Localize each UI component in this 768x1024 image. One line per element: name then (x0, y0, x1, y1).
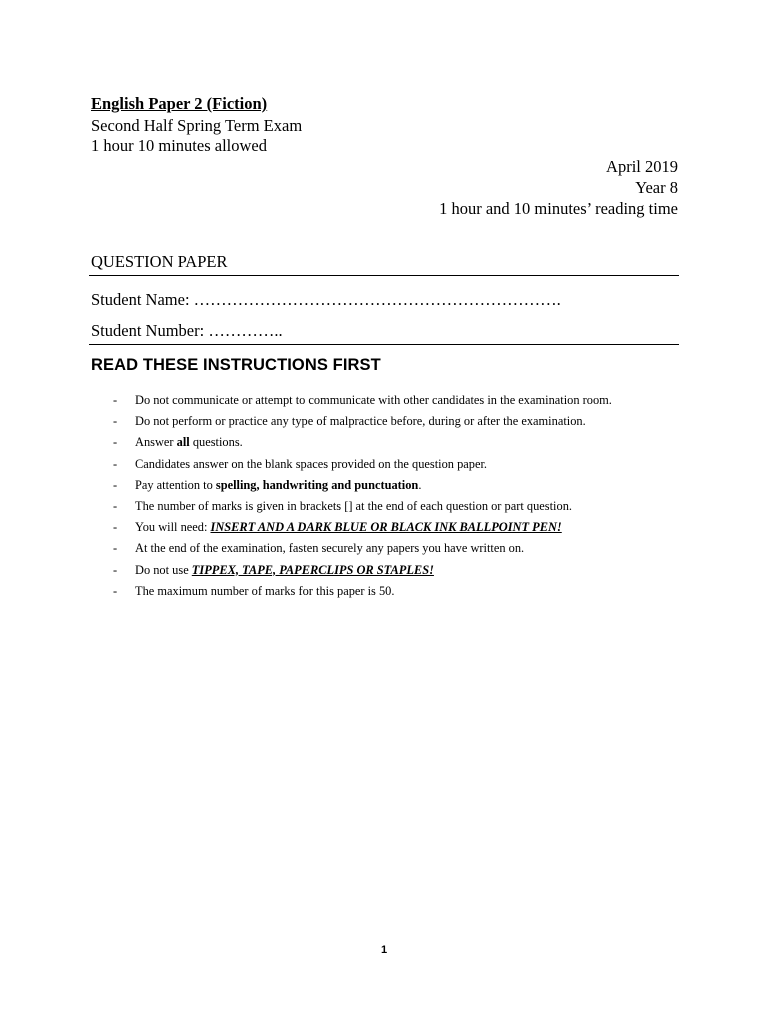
student-number-field (91, 321, 283, 341)
instruction-emphasis: TIPPEX, TAPE, PAPERCLIPS OR STAPLES! (191, 562, 434, 577)
instruction-text: Do not communicate or attempt to communicate with other candidates in the examination room. (135, 393, 612, 407)
instruction-item (113, 413, 612, 434)
reading-time: 1 hour and 10 minutes’ reading time (439, 199, 678, 218)
student-number-blank[interactable]: ………….. (208, 321, 283, 340)
bullet-dash: - (113, 393, 118, 407)
instruction-item (113, 540, 612, 561)
student-name-blank[interactable]: …………………………………………………………. (193, 290, 561, 309)
instruction-text: You will need: (135, 520, 211, 535)
instruction-text: Answer (135, 435, 177, 450)
instruction-item (113, 434, 612, 455)
instruction-item (113, 392, 612, 413)
instruction-emphasis: all (176, 435, 190, 450)
instruction-item (113, 583, 612, 604)
bullet-dash: - (113, 541, 118, 556)
student-name-label: Student Name: (91, 290, 190, 309)
bullet-dash: - (113, 414, 118, 429)
instructions-heading: READ THESE INSTRUCTIONS FIRST (91, 356, 381, 374)
bullet-dash: - (113, 520, 118, 535)
student-number-label: Student Number: (91, 321, 205, 340)
question-paper-label: QUESTION PAPER (91, 252, 228, 271)
instruction-emphasis: spelling, handwriting and punctuation (215, 477, 419, 492)
exam-name: Second Half Spring Term Exam (91, 116, 303, 135)
time-allowed: 1 hour 10 minutes allowed (91, 136, 267, 155)
instruction-text: At the end of the examination, fasten securely any papers you have written on. (135, 541, 525, 556)
instruction-text: The maximum number of marks for this paper is 50. (135, 583, 395, 598)
instruction-item (113, 498, 612, 519)
instruction-text-end: . (418, 477, 422, 492)
instruction-text: Do not perform or practice any type of malpractice before, during or after the examination. (135, 414, 586, 429)
paper-title: English Paper 2 (Fiction) (91, 94, 268, 113)
bullet-dash: - (113, 498, 118, 513)
instructions-list (113, 392, 612, 604)
instruction-item (113, 562, 612, 583)
instruction-text: The number of marks is given in brackets [] at the end of each question or part question. (135, 498, 572, 513)
exam-date: April 2019 (606, 157, 678, 176)
instruction-item (113, 456, 612, 477)
student-name-field (91, 290, 561, 310)
instruction-item (113, 519, 612, 540)
instruction-text: Candidates answer on the blank spaces provided on the question paper. (135, 456, 488, 471)
page-number: 1 (380, 944, 388, 956)
instruction-text: Pay attention to (135, 477, 216, 492)
bullet-dash: - (113, 562, 118, 577)
top-divider (89, 275, 679, 276)
instruction-emphasis: INSERT AND A DARK BLUE OR BLACK INK BALLPOINT PEN! (210, 520, 562, 535)
bottom-divider (89, 344, 679, 345)
bullet-dash: - (113, 456, 118, 471)
bullet-dash: - (113, 583, 118, 598)
year-group: Year 8 (635, 178, 678, 197)
bullet-dash: - (113, 435, 118, 450)
instruction-item (113, 477, 612, 498)
instruction-text: Do not use (135, 562, 192, 577)
bullet-dash: - (113, 477, 118, 492)
instruction-text-end: questions. (189, 435, 243, 450)
